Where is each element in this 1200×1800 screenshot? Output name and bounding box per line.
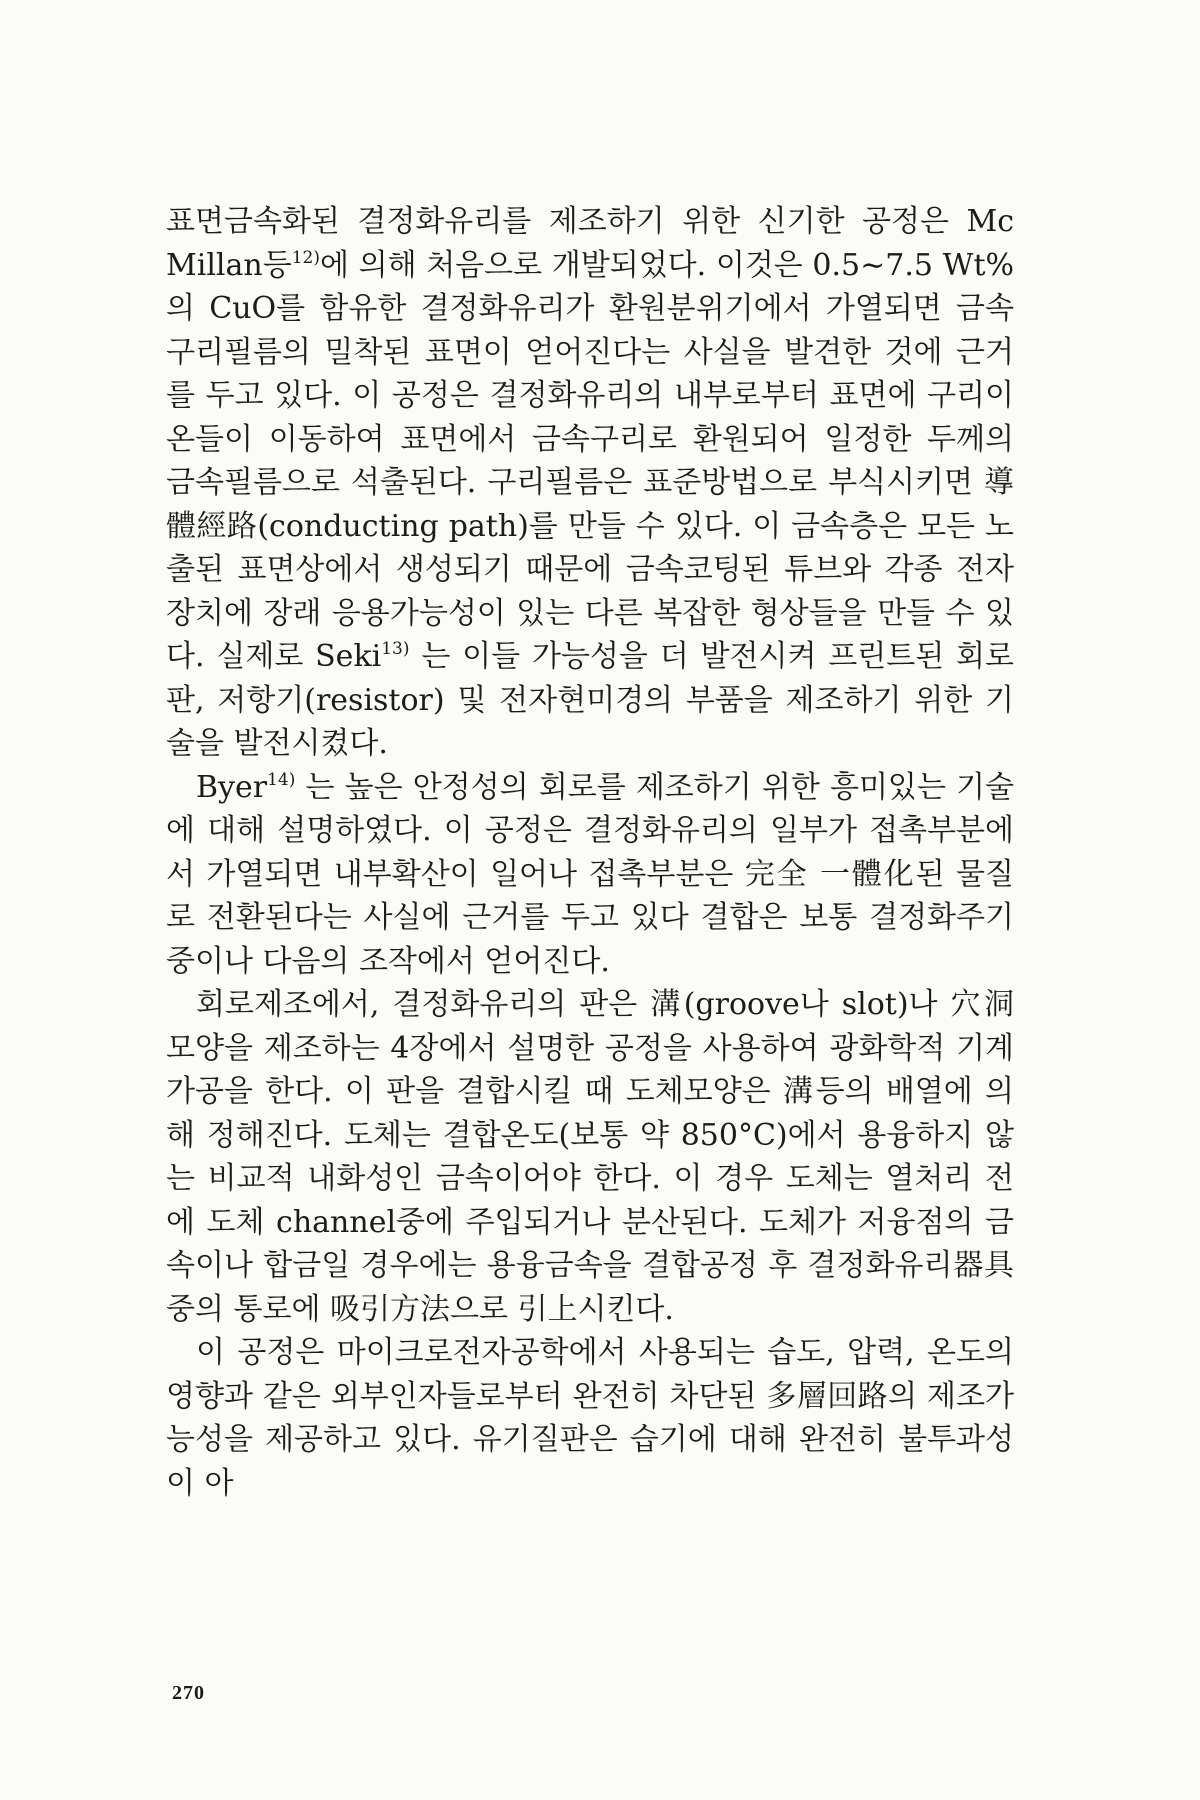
body-text [166, 200, 1014, 1505]
paragraph-1-text-b: 에 의해 처음으로 개발되었다. 이것은 0.5∼7.5 Wt%의 CuO를 함유한 결정화유리가 환원분위기에서 가열되면 금속구리필름의 밀착된 표면이 얻어진다는 사실을 발견한 것에 근거를 두고 있다. 이 공정은 결정화유리의 내부로부터 표면에 구리이온들이 이동하여 표면에서 금속구리로 환원되어 일정한 두께의 금속필름으로 석출된다. 구리필름은 표준방법으로 부식시키면 導體經路(conducting path)를 만들 수 있다. 이 금속층은 모든 노출된 표면상에서 생성되기 때문에 금속코팅된 튜브와 각종 전자장치에 장래 응용가능성이 있는 다른 복잡한 형상들을 만들 수 있다. 실제로 Seki [166, 247, 1014, 674]
paragraph-4: 이 공정은 마이크로전자공학에서 사용되는 습도, 압력, 온도의 영향과 같은 외부인자들로부터 완전히 차단된 多層回路의 제조가능성을 제공하고 있다. 유기질판은 습기에 대해 완전히 불투과성이 아 [166, 1335, 1014, 1501]
paragraph-3: 회로제조에서, 결정화유리의 판은 溝(groove나 slot)나 穴洞모양을 제조하는 4장에서 설명한 공정을 사용하여 광화학적 기계가공을 한다. 이 판을 결합시킬 때 도체모양은 溝등의 배열에 의해 정해진다. 도체는 결합온도(보통 약 850°C)에서 용융하지 않는 비교적 내화성인 금속이어야 한다. 이 경우 도체는 열처리 전에 도체 channel중에 주입되거나 분산된다. 도체가 저융점의 금속이나 합금일 경우에는 용융금속을 결합공정 후 결정화유리器具 중의 통로에 吸引方法으로 引上시킨다. [166, 987, 1014, 1327]
paragraph-1 [166, 200, 1014, 766]
paragraph-1-text-a: 표면금속화된 결정화유리를 제조하기 위한 신기한 공정은 Mc Millan등 [166, 204, 1014, 283]
paragraph-2 [166, 766, 1014, 984]
paragraph-2-text-a: Byer [196, 769, 268, 805]
page-number: 270 [172, 1682, 205, 1704]
footnote-ref-13: 13) [381, 639, 410, 659]
main-text [166, 200, 1014, 1505]
paragraph-2-text-b: 는 높은 안정성의 회로를 제조하기 위한 흥미있는 기술에 대해 설명하였다. 이 공정은 결정화유리의 일부가 접촉부분에서 가열되면 내부확산이 일어나 접촉부분은 完全 一體化된 물질로 전환된다는 사실에 근거를 두고 있다 결합은 보통 결정화주기 중이나 다음의 조작에서 얻어진다. [166, 769, 1014, 979]
paragraph-1-text-c: 는 이들 가능성을 더 발전시켜 프린트된 회로판, 저항기(resistor) 및 전자현미경의 부품을 제조하기 위한 기술을 발전시켰다. [166, 639, 1014, 761]
footnote-ref-12: 12) [291, 247, 320, 268]
footnote-ref-14: 14) [267, 769, 296, 790]
